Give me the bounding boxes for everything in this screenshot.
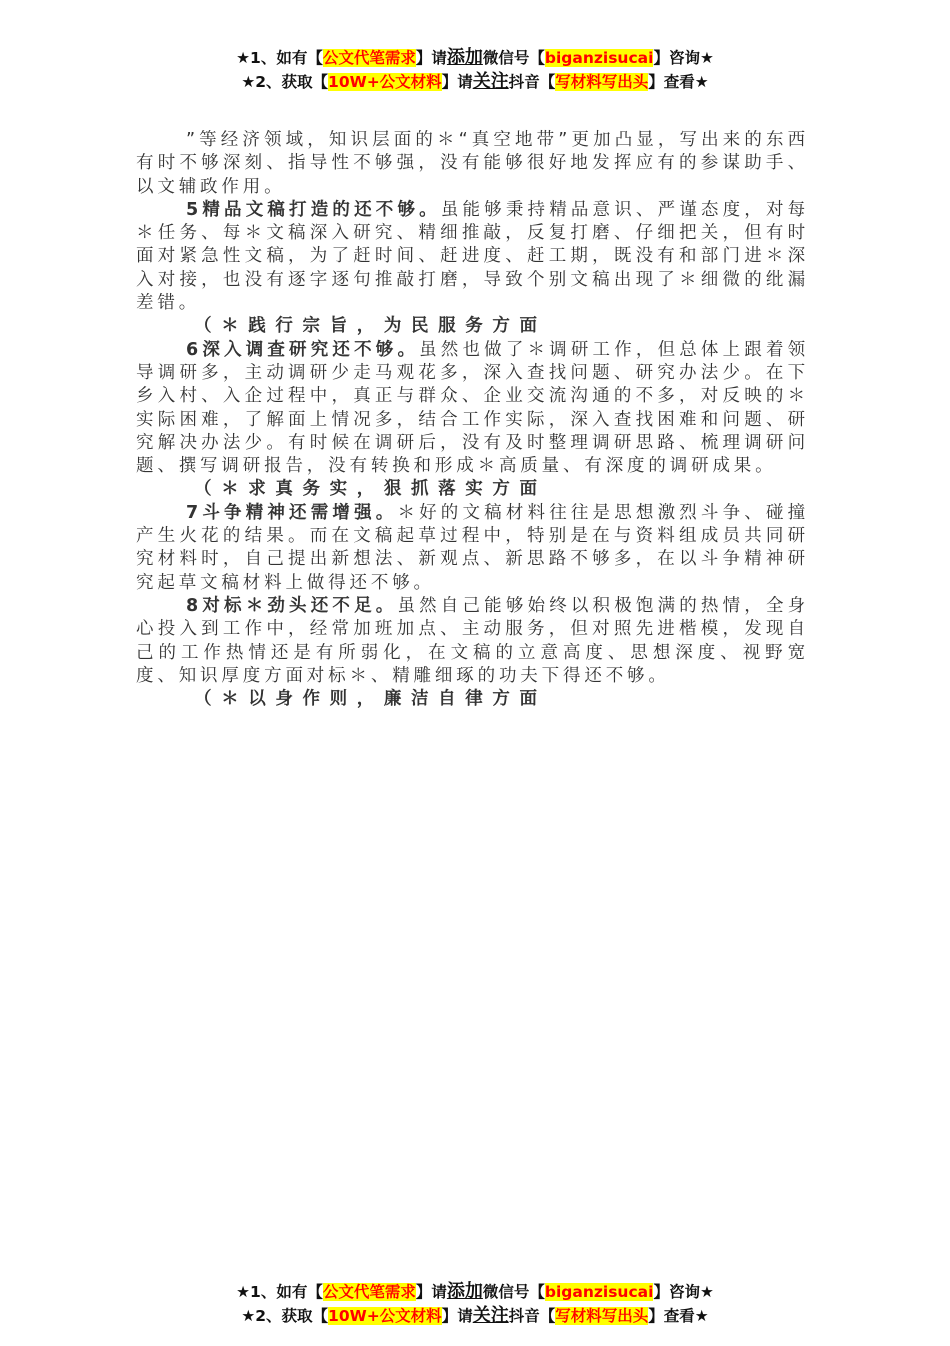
paragraph-item-6: 6深入调查研究还不够。虽然也做了＊调研工作，但总体上跟着领导调研多，主动调研少走马观花多，深入查找问题、研究办法少。在下乡入村、入企过程中，真正与群众、企业交流沟通的不多，对反映的＊实际困难，了解面上情况多，结合工作实际，深入查找困难和问题、研究解决办法少。有时候在调研后，没有及时整理调研思路、梳理调研问题、撰写调研报告，没有转换和形成＊高质量、有深度的调研成果。 [136, 339, 809, 477]
document-body [136, 129, 809, 711]
banner-line-2: ★2、获取【10W+公文材料】请关注抖音【写材料写出头】查看★ [241, 1305, 709, 1326]
top-banner [0, 46, 950, 94]
banner-line-1: ★1、如有【公文代笔需求】请添加微信号【biganzisucai】咨询★ [236, 47, 714, 68]
paragraph-item-5: 5精品文稿打造的还不够。虽能够秉持精品意识、严谨态度，对每＊任务、每＊文稿深入研究、精细推敲，反复打磨、仔细把关，但有时面对紧急性文稿，为了赶时间、赶进度、赶工期，既没有和部门进＊深入对接，也没有逐字逐句推敲打磨，导致个别文稿出现了＊细微的纰漏差错。 [136, 199, 809, 314]
paragraph-item-8: 8对标＊劲头还不足。虽然自己能够始终以积极饱满的热情，全身心投入到工作中，经常加班加点、主动服务，但对照先进楷模，发现自己的工作热情还是有所弱化，在文稿的立意高度、思想深度、视野宽度、知识厚度方面对标＊、精雕细琢的功夫下得还不够。 [136, 595, 809, 686]
banner-line-1: ★1、如有【公文代笔需求】请添加微信号【biganzisucai】咨询★ [236, 1281, 714, 1302]
section-heading: （＊以身作则，廉洁自律方面 [194, 689, 547, 710]
banner-line-2: ★2、获取【10W+公文材料】请关注抖音【写材料写出头】查看★ [241, 71, 709, 92]
section-heading: （＊践行宗旨，为民服务方面 [194, 316, 547, 337]
paragraph-continuation: ”等经济领域，知识层面的＊“真空地带”更加凸显，写出来的东西有时不够深刻、指导性不够强，没有能够很好地发挥应有的参谋助手、以文辅政作用。 [136, 130, 809, 197]
section-heading: （＊求真务实，狠抓落实方面 [194, 479, 547, 500]
bottom-banner [0, 1280, 950, 1328]
paragraph-item-7: 7斗争精神还需增强。＊好的文稿材料往往是思想激烈斗争、碰撞产生火花的结果。而在文稿起草过程中，特别是在与资料组成员共同研究材料时，自己提出新想法、新观点、新思路不够多，在以斗争精神研究起草文稿材料上做得还不够。 [136, 502, 809, 593]
